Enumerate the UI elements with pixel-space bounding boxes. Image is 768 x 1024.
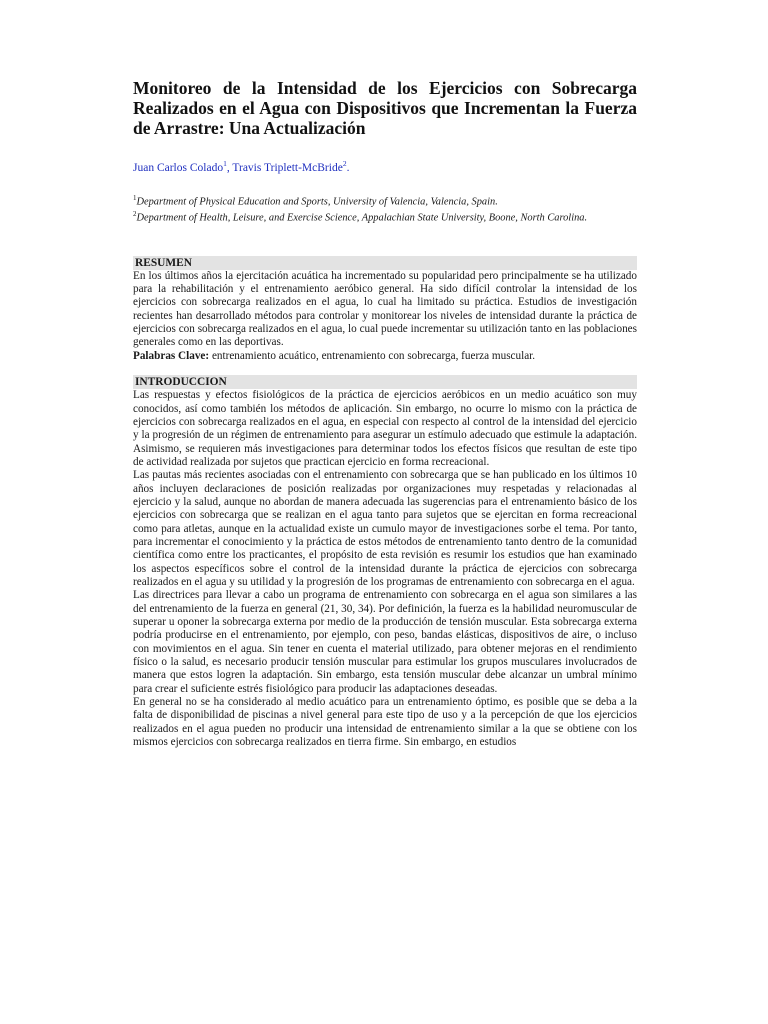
keywords-label: Palabras Clave: <box>133 349 210 362</box>
keywords <box>133 350 637 363</box>
affiliation-2 <box>133 208 637 224</box>
affiliation-1 <box>133 192 637 208</box>
intro-paragraph-2: Las pautas más recientes asociadas con el entrenamiento con sobrecarga que se han publicado en los últimos 10 años incluyen declaraciones de posición realizadas por organizaciones muy respetadas y relacionadas al ejercicio y la salud, aunque no abordan de manera adecuada las sugerencias para el entrenamiento básico de los ejercicios con sobrecarga que se realizan en el agua tanto para sujetos que se ejercitan en forma recreacional como para atletas, aunque en la actualidad existe un cumulo mayor de investigaciones sorbe el tema. Por tanto, para incrementar el conocimiento y la práctica de estos métodos de entrenamiento tanto dentro de la comunidad científica como entre los practicantes, el propósito de esta revisión es resumir los estudios que han examinado los aspectos específicos sobre el control de la intensidad durante la práctica de ejercicios con sobrecarga realizados en el agua y su utilidad y la progresión de los programas de entrenamiento con sobrecarga en el agua. <box>133 469 637 588</box>
affiliation-text-2: Department of Health, Leisure, and Exercise Science, Appalachian State University, Boone, North Carolina. <box>136 212 588 224</box>
author-name-1[interactable]: Juan Carlos Colado <box>133 161 224 174</box>
author-name-2[interactable]: Travis Triplett-McBride <box>232 161 343 174</box>
author-sup-2: 2 <box>342 159 347 168</box>
affiliation-text-1: Department of Physical Education and Sports, University of Valencia, Valencia, Spain. <box>136 196 498 208</box>
intro-paragraph-3: Las directrices para llevar a cabo un programa de entrenamiento con sobrecarga en el agua son similares a las del entrenamiento de la fuerza en general (21, 30, 34). Por definición, la fuerza es la habilidad neuromuscular de superar u oponer la sobrecarga externa por medio de la producción de tensión muscular. Esta sobrecarga externa podría producirse en el entrenamiento, por ejemplo, con peso, bandas elásticas, dispositivos de aire, o incluso con movimientos en el agua. Sin tener en cuenta el material utilizado, para obtener mejoras en el rendimiento físico o la salud, es necesario producir tensión muscular para estimular los grupos musculares involucrados de manera que estos logren la adaptación. Sin embargo, esta tensión muscular debe alcanzar un umbral mínimo para crear el suficiente estrés fisiológico para producir las adaptaciones deseadas. <box>133 589 637 695</box>
resumen-heading: RESUMEN <box>133 256 637 270</box>
paper-title: Monitoreo de la Intensidad de los Ejercicios con Sobrecarga Realizados en el Agua con Dispositivos que Incrementan la Fuerza de Arrastre: Una Actualización <box>133 78 637 138</box>
affiliation-sup-1: 1 <box>133 193 137 202</box>
intro-paragraph-1: Las respuestas y efectos fisiológicos de la práctica de ejercicios aeróbicos en un medio acuático son muy conocidos, así como también los métodos de aplicación. Sin embargo, no ocurre lo mismo con la práctica de ejercicios con sobrecarga realizados en el agua, en especial con respecto al control de la intensidad del ejercicio y la progresión de un régimen de entrenamiento para asegurar un estímulo adecuado que estimule la adaptación. Asimismo, se requieren más investigaciones para determinar todos los efectos físicos que resultan de este tipo de actividad realizada por sujetos que practican ejercicio en forma recreacional. <box>133 389 637 468</box>
affiliations <box>133 192 637 225</box>
author-sup-1: 1 <box>223 159 227 168</box>
author-list: Juan Carlos Colado$^1$, Travis Triplett-McBride$^2$. <box>133 159 350 174</box>
abstract-text: En los últimos años la ejercitación acuática ha incrementado su popularidad pero principalmente se ha utilizado para la rehabilitación y el entrenamiento aeróbico general. Ha sido difícil controlar la intensidad de los ejercicios con sobrecarga realizados en el agua, lo cual ha limitado su práctica. Estudios de investigación recientes han desarrollado métodos para controlar y monitorear los niveles de intensidad durante la práctica de ejercicios con sobrecarga realizados en el agua, lo cual puede incrementar su utilización tanto en las poblaciones generales como en las deportivas. <box>133 269 637 349</box>
introduccion-heading: INTRODUCCION <box>133 375 637 389</box>
keywords-text: entrenamiento acuático, entrenamiento con sobrecarga, fuerza muscular. <box>211 349 536 362</box>
intro-paragraph-4: En general no se ha considerado al medio acuático para un entrenamiento óptimo, es posible que se deba a la falta de disponibilidad de piscinas a nivel general para este tipo de uso y a la percepción de que los ejercicios realizados en el agua pueden no producir una intensidad de entrenamiento similar a la que se obtiene con los mismos ejercicios con sobrecarga realizados en tierra firme. Sin embargo, en estudios <box>133 696 637 749</box>
affiliation-sup-2: 2 <box>133 210 137 219</box>
